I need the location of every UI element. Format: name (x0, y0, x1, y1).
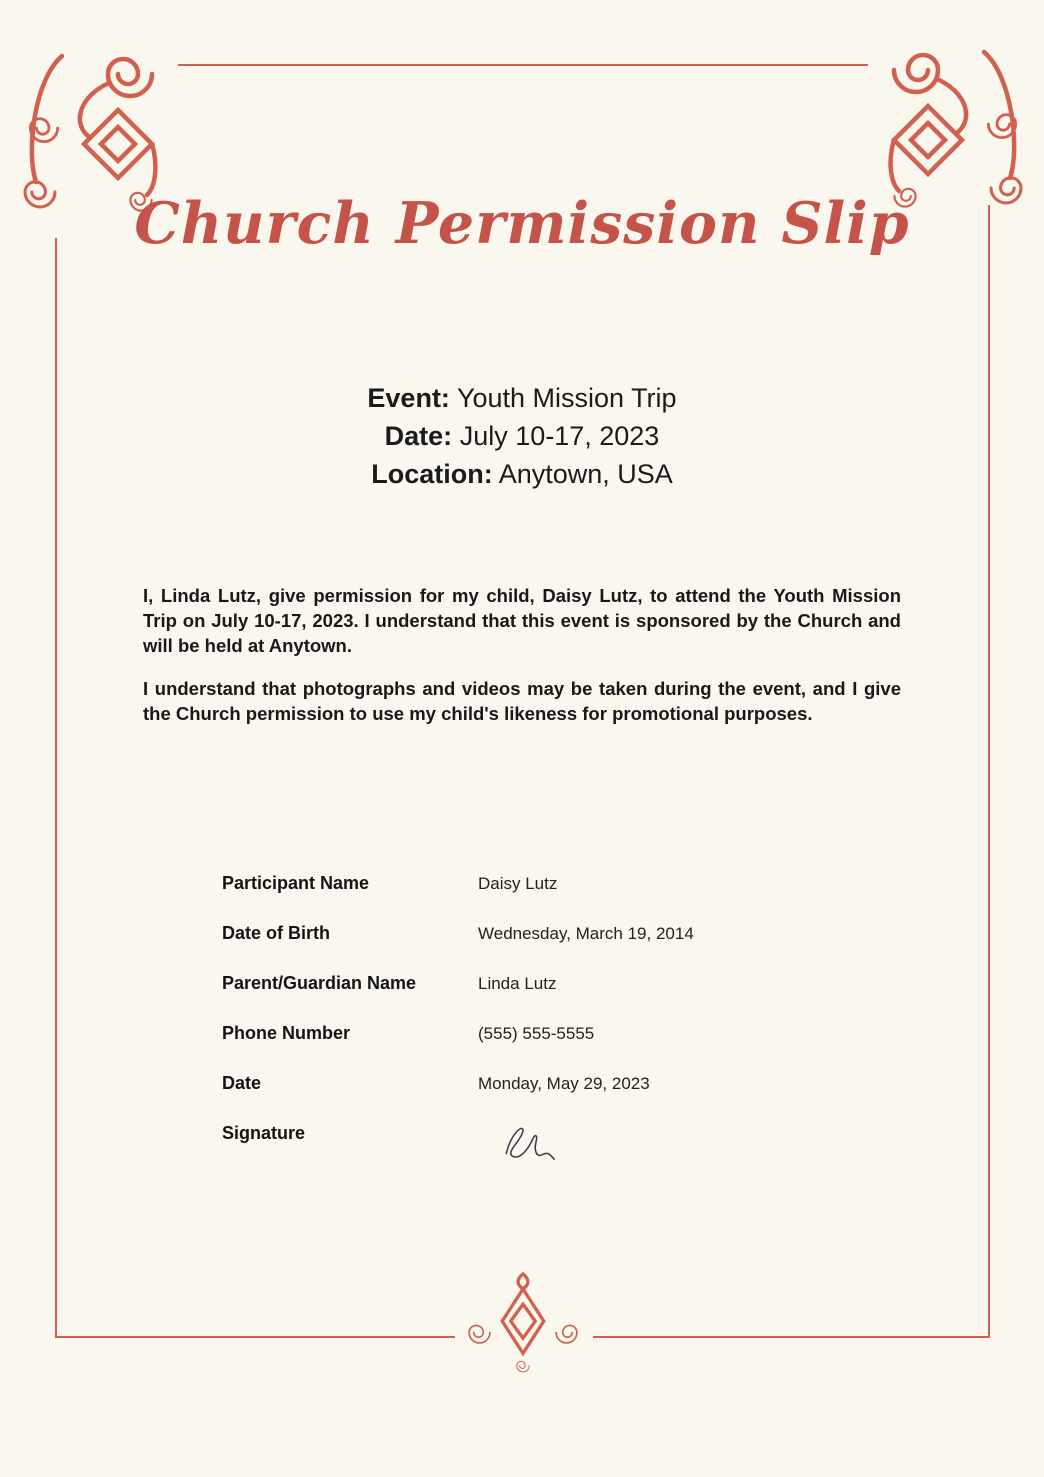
event-label: Event: (367, 383, 450, 413)
event-value: Youth Mission Trip (456, 383, 677, 413)
form-field-label: Participant Name (222, 873, 370, 893)
body-text (143, 583, 901, 726)
event-label: Date: (384, 421, 453, 451)
event-label: Location: (371, 459, 493, 489)
form-field-label: Parent/Guardian Name (222, 973, 417, 993)
form-field-value: Monday, May 29, 2023 (478, 1074, 650, 1093)
border-line-bottom-left (55, 1336, 455, 1338)
consent-paragraph: I understand that photographs and videos may be taken during the event, and I give the Church permission to use my child's likeness for promotional purposes. (143, 678, 901, 724)
border-line-bottom-right (593, 1336, 990, 1338)
border-line-right (988, 205, 990, 1338)
form-field-label: Signature (222, 1123, 306, 1143)
flourish-corner-icon (863, 30, 1038, 215)
event-row (0, 417, 1044, 455)
handwritten-signature-icon (492, 1119, 580, 1167)
form-field-label: Date (222, 1073, 262, 1093)
event-row (0, 379, 1044, 417)
participant-form (222, 872, 842, 1164)
form-field-value: (555) 555-5555 (478, 1024, 595, 1043)
form-field-value: Wednesday, March 19, 2014 (478, 924, 694, 943)
form-field-value: Linda Lutz (478, 974, 557, 993)
signature-field (492, 1118, 842, 1164)
form-field-label: Phone Number (222, 1023, 351, 1043)
permission-paragraph: I, Linda Lutz, give permission for my child, Daisy Lutz, to attend the Youth Mission Trip on July 10-17, 2023. I understand that this event is sponsored by the Church and will be held at Anytown. (143, 585, 901, 656)
event-value: July 10-17, 2023 (459, 421, 660, 451)
event-row (0, 455, 1044, 493)
form-field-value: Daisy Lutz (478, 874, 558, 893)
border-line-top (178, 64, 868, 66)
page-title: Church Permission Slip (134, 190, 910, 257)
form-field-label: Date of Birth (222, 923, 330, 943)
flourish-divider-icon (445, 1272, 601, 1376)
event-value: Anytown, USA (498, 459, 673, 489)
event-details (0, 379, 1044, 493)
